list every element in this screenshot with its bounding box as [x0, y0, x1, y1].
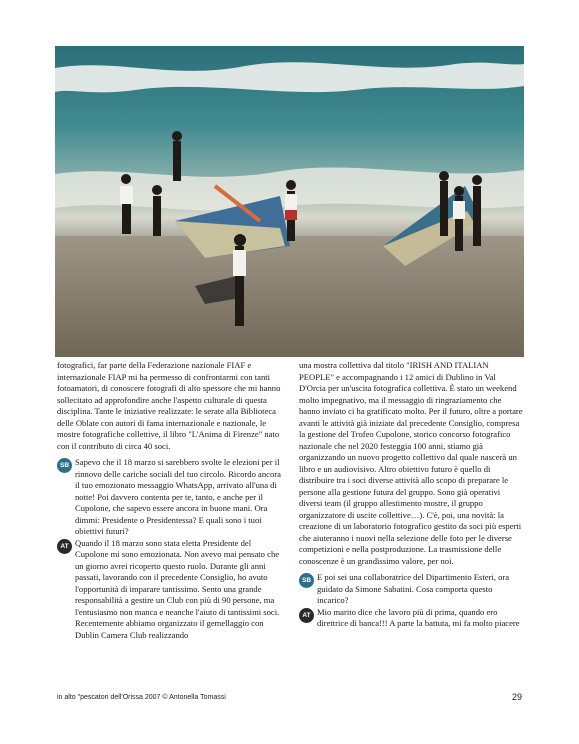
answer-at-2	[299, 607, 523, 630]
answer-text: Mio marito dice che lavoro più di prima, quando ero direttrice di banca!!! A parte la battuta, mi fa molto piacere	[317, 606, 520, 628]
question-text: Sapevo che il 18 marzo si sarebbero svolte le elezioni per il rinnovo delle cariche sociali del tuo circolo. Ricordo ancora il tuo emozionato messaggio WhatsApp, arrivato all'una di notte! Poi davvero contenta per te, tanto, e anche per il Cupolone, che sapevo essere ancora in buone mani. Ora dimmi: Presidente o Presidentessa? E quali sono i tuoi obiettivi futuri?	[75, 457, 281, 536]
fishermen-photo-illustration	[55, 46, 524, 357]
hero-photo	[55, 46, 524, 357]
answer-text: Quando il 18 marzo sono stata eletta Presidente del Cupolone mi sono emozionata. Non avevo mai pensato che un giorno avrei ricoperto questo ruolo. Durante gli anni passati, lavorando con il precedente Consiglio, ho avuto l'opportunità di imparare tantissimo. Sento una grande responsabilità a gestire un Club con più di 90 persone, ma l'entusiasmo non manca e neanche l'aiuto di tantissimi soci. Recentemente abbiamo organizzato il gemellaggio con Dublin Camera Club realizzando	[75, 537, 280, 640]
question-sb-1	[57, 457, 285, 538]
at-badge: AT	[57, 539, 72, 554]
continued-paragraph: una mostra collettiva dal titolo "IRISH AND ITALIAN PEOPLE" e accompagnando i 12 amici di Dublino in Val D'Orcia per un'uscita fotografica collettiva. È stato un weekend molto impegnativo, ma il messaggio di ringraziamento che hanno inviato ci ha gratificato molto. Per il futuro, oltre a portare avanti le attività già iniziate dal precedente Consiglio, compresa la gestione del Trofeo Cupolone, storico concorso fotografico nazionale che nel 2020 festeggia 100 anni, stiamo già organizzando un nuovo progetto collettivo dal quale nascerà un libro e un audiovisivo. Altro obiettivo futuro è quello di distribuire tra i soci diverse attività allo scopo di preparare le persone alla gestione futura del gruppo. Sono già operativi diversi team (il gruppo allestimento mostre, il gruppo organizzatore di uscite collettive…). C'è, poi, una novità: la creazione di un laboratorio fotografico gestito da soci più esperti che aiuteranno i nuovi nella selezione delle foto per le diverse competizioni e nella postproduzione. La trasmissione delle conoscenze è un grandissimo valore, per noi.	[299, 360, 523, 566]
at-badge: AT	[299, 608, 314, 623]
right-column	[299, 360, 523, 630]
sb-badge: SB	[57, 458, 72, 473]
question-text: E poi sei una collaboratrice del Dipartimento Esteri, ora guidato da Simone Sabatini. Cosa comporta questo incarico?	[317, 572, 510, 605]
question-sb-2	[299, 572, 523, 607]
answer-at-1	[57, 538, 285, 642]
sb-badge: SB	[299, 573, 314, 588]
page-number: 29	[512, 692, 523, 702]
left-column	[57, 360, 285, 641]
intro-paragraph: fotografici, far parte della Federazione nazionale FIAF e internazionale FIAP mi ha permesso di confrontarmi con tanti fotoamatori, di conoscere fotografi di alto spessore che mi hanno sollecitato ad approfondire anche l'aspetto culturale di questa disciplina. Tante le iniziative realizzate: le serate alla Biblioteca delle Oblate con autori di fama internazionale e nazionale, le mostre fotografiche collettive, il libro "L'Anima di Firenze" nato con il contributo di circa 40 soci.	[57, 360, 281, 451]
photo-credit: in alto "pescatori dell'Orissa 2007 © Antonella Tomassi	[57, 694, 226, 701]
